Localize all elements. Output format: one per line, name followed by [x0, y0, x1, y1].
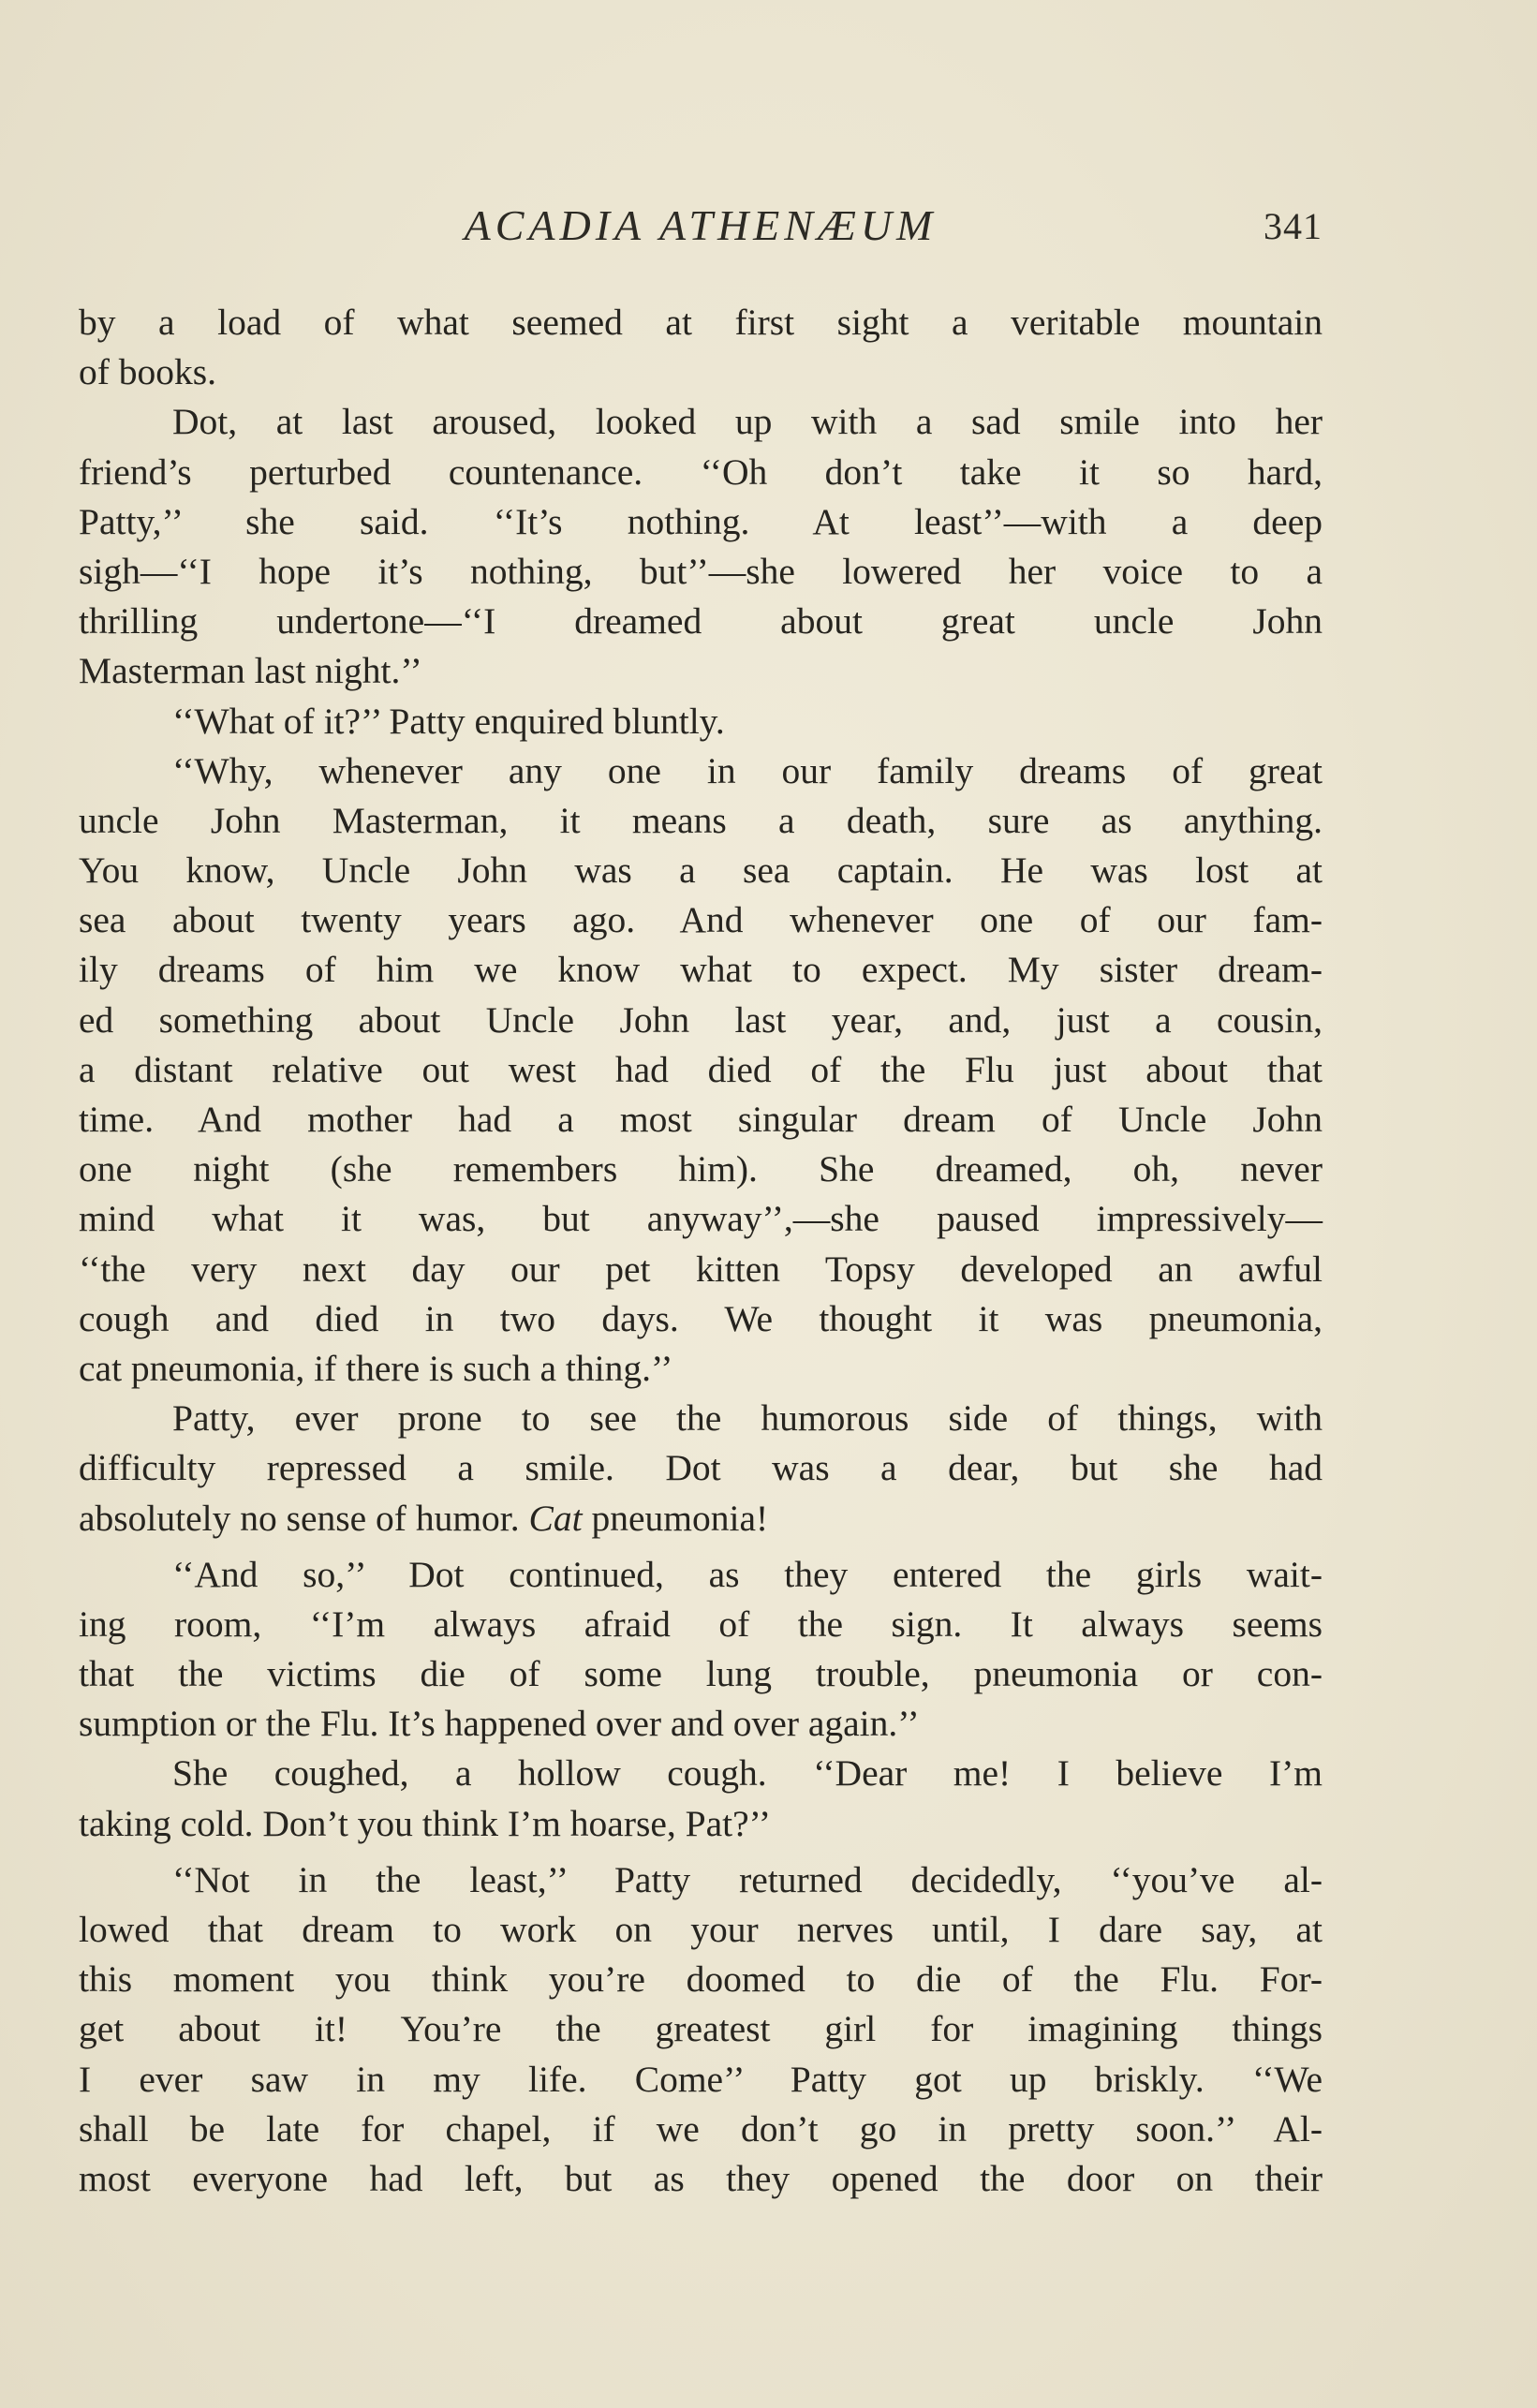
- text-line: Masterman last night.’’: [79, 650, 422, 692]
- text-line: taking cold. Don’t you think I’m hoarse, Pat?’’: [79, 1802, 772, 1844]
- text-line: friend’s perturbed countenance. ‘‘Oh don’t take it so hard,: [79, 451, 1323, 493]
- text-line: She coughed, a hollow cough. ‘‘Dear me! I believe I’m: [172, 1752, 1323, 1795]
- paragraph: [79, 1855, 1323, 2204]
- body-text: [79, 298, 1323, 2204]
- text-line: this moment you think you’re doomed to die of the Flu. For-: [79, 1958, 1323, 2001]
- text-line: difficulty repressed a smile. Dot was a dear, but she had: [79, 1447, 1323, 1489]
- text-run: pneumonia!: [582, 1497, 769, 1539]
- paragraph: [79, 746, 1323, 1394]
- text-line: You know, Uncle John was a sea captain. He was lost at: [79, 849, 1323, 892]
- text-line: Patty, ever prone to see the humorous side of things, with: [172, 1397, 1323, 1440]
- page-number: 341: [1264, 205, 1323, 247]
- italic-word: Cat: [528, 1497, 583, 1539]
- page-header: [79, 200, 1323, 257]
- text-line: ‘‘And so,’’ Dot continued, as they entered the girls wait-: [172, 1553, 1323, 1595]
- text-line: by a load of what seemed at first sight a veritable mountain: [79, 302, 1323, 343]
- text-line: get about it! You’re the greatest girl for imagining things: [79, 2008, 1323, 2050]
- text-line: thrilling undertone—‘‘I dreamed about great uncle John: [79, 600, 1323, 643]
- text-line: lowed that dream to work on your nerves until, I dare say, at: [79, 1909, 1323, 1950]
- text-line: a distant relative out west had died of the Flu just about that: [79, 1048, 1323, 1090]
- text-line: ‘‘Why, whenever any one in our family dreams of great: [172, 749, 1323, 791]
- running-title: ACADIA ATHENÆUM: [464, 201, 938, 249]
- text-line: of books.: [79, 351, 217, 393]
- text-line: ing room, ‘‘I’m always afraid of the sign. It always seems: [79, 1603, 1323, 1645]
- paragraph: [79, 697, 1323, 746]
- text-line: Dot, at last aroused, looked up with a sad smile into her: [172, 401, 1323, 443]
- text-line: uncle John Masterman, it means a death, sure as anything.: [79, 799, 1323, 841]
- text-line: ‘‘Not in the least,’’ Patty returned decidedly, ‘‘you’ve al-: [172, 1858, 1323, 1900]
- text-line: time. And mother had a most singular dream of Uncle John: [79, 1099, 1323, 1140]
- text-line: mind what it was, but anyway’’,—she paused impressively—: [79, 1198, 1323, 1240]
- text-line: sea about twenty years ago. And whenever one of our fam-: [79, 899, 1323, 941]
- text-line: that the victims die of some lung trouble, pneumonia or con-: [79, 1653, 1323, 1695]
- paragraph: [79, 1394, 1323, 1544]
- paragraph: [79, 397, 1323, 696]
- text-line: Patty,’’ she said. ‘‘It’s nothing. At least’’—with a deep: [79, 500, 1323, 542]
- text-line: ‘‘the very next day our pet kitten Topsy developed an awful: [79, 1248, 1323, 1290]
- text-run: absolutely no sense of humor.: [79, 1497, 529, 1539]
- text-line: I ever saw in my life. Come’’ Patty got up briskly. ‘‘We: [79, 2058, 1323, 2100]
- text-line: most everyone had left, but as they opened the door on their: [79, 2157, 1323, 2199]
- paragraph: [79, 1749, 1323, 1848]
- text-line: sigh—‘‘I hope it’s nothing, but’’—she lowered her voice to a: [79, 550, 1323, 592]
- text-line: ily dreams of him we know what to expect. My sister dream-: [79, 949, 1323, 991]
- paragraph: [79, 298, 1323, 397]
- text-line: one night (she remembers him). She dreamed, oh, never: [79, 1148, 1323, 1190]
- text-line: cat pneumonia, if there is such a thing.’’: [79, 1347, 673, 1389]
- text-line: cough and died in two days. We thought it was pneumonia,: [79, 1297, 1323, 1339]
- text-line: sumption or the Flu. It’s happened over and over again.’’: [79, 1703, 920, 1745]
- text-line: shall be late for chapel, if we don’t go in pretty soon.’’ Al-: [79, 2107, 1323, 2149]
- text-line: [79, 1494, 1323, 1544]
- paragraph: [79, 1550, 1323, 1750]
- text-line: ‘‘What of it?’’ Patty enquired bluntly.: [172, 700, 725, 742]
- text-line: ed something about Uncle John last year, and, just a cousin,: [79, 998, 1323, 1041]
